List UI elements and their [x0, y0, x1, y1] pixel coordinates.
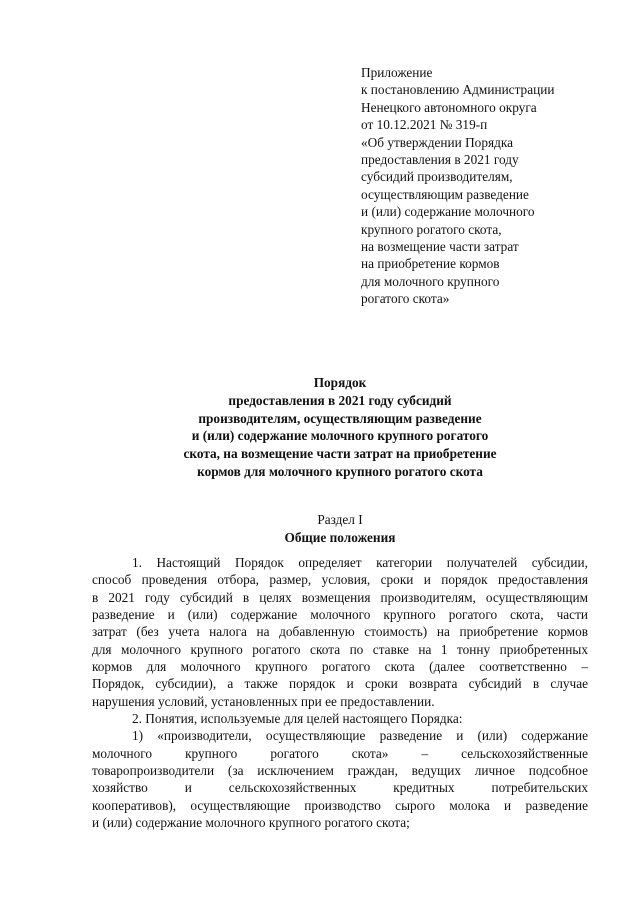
paragraph-line: 2. Понятия, используемые для целей настоящего Порядка: — [132, 711, 463, 727]
paragraph-line: затрат (без учета налога на добавленную стоимость) на приобретение кормов — [92, 624, 588, 640]
title-line: скота, на возмещение части затрат на приобретение — [183, 446, 497, 462]
appendix-line: осуществляющим разведение — [361, 186, 529, 202]
appendix-line: на возмещение части затрат — [361, 239, 519, 255]
paragraph-line: и (или) содержание молочного крупного рогатого скота; — [92, 815, 410, 831]
paragraph-line: в 2021 году субсидий в целях возмещения производителям, осуществляющим — [92, 589, 588, 605]
paragraph-line: способ проведения отбора, размер, условия, сроки и порядок предоставления — [92, 572, 588, 588]
appendix-line: Ненецкого автономного округа — [361, 99, 537, 115]
paragraph-line: молочного крупного рогатого скота» – сельскохозяйственные — [92, 745, 588, 761]
paragraph-line: товаропроизводители (за исключением граждан, ведущих личное подсобное — [92, 763, 588, 779]
appendix-line: рогатого скота» — [361, 291, 450, 307]
section-number: Раздел I — [317, 512, 363, 527]
appendix-line: на приобретение кормов — [361, 256, 500, 272]
title-line: кормов для молочного крупного рогатого скота — [197, 463, 483, 479]
paragraph-line: 1) «производители, осуществляющие разведение и (или) содержание — [132, 728, 588, 744]
title-line: и (или) содержание молочного крупного рогатого — [191, 428, 489, 444]
appendix-line: для молочного крупного — [361, 273, 500, 289]
appendix-line: и (или) содержание молочного — [361, 204, 535, 220]
appendix-line: предоставления в 2021 году — [361, 152, 519, 168]
section-title: Общие положения — [284, 530, 396, 545]
paragraph-line: разведение и (или) содержание молочного крупного рогатого скота, части — [92, 607, 588, 623]
appendix-line: «Об утверждении Порядка — [361, 134, 514, 150]
paragraph-line: хозяйство и сельскохозяйственных кредитных потребительских — [92, 780, 588, 796]
appendix-line: от 10.12.2021 № 319-п — [361, 117, 488, 133]
appendix-line: крупного рогатого скота, — [361, 221, 502, 237]
paragraph-line: для молочного крупного рогатого скота по ставке на 1 тонну приобретенных — [92, 641, 588, 657]
title-line: производителям, осуществляющим разведение — [198, 410, 482, 426]
title-line: предоставления в 2021 году субсидий — [228, 392, 452, 408]
paragraph-line: кормов для молочного крупного рогатого скота (далее соответственно – — [92, 659, 588, 675]
paragraph-line: кооперативов), осуществляющие производство сырого молока и разведение — [92, 797, 588, 813]
appendix-line: субсидий производителям, — [361, 169, 513, 185]
paragraph-line: нарушения условий, установленных при ее предоставлении. — [92, 693, 435, 709]
appendix-line: к постановлению Администрации — [361, 82, 555, 98]
paragraph-line: 1. Настоящий Порядок определяет категории получателей субсидии, — [132, 555, 588, 570]
appendix-line: Приложение — [361, 65, 433, 80]
title-line: Порядок — [313, 375, 367, 390]
appendix-header — [361, 64, 611, 308]
paragraph-line: Порядок, субсидии), а также порядок и сроки возврата субсидий в случае — [92, 676, 588, 692]
document-title — [100, 374, 580, 481]
body-text — [92, 554, 588, 832]
